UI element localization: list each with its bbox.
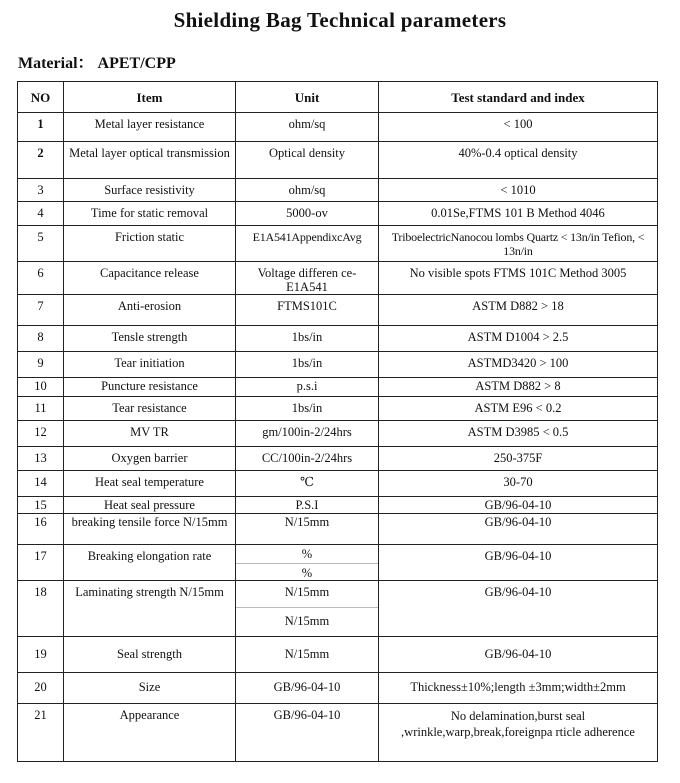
row-unit: gm/100in-2/24hrs xyxy=(236,421,379,447)
row-no: 21 xyxy=(18,704,64,762)
material-value: APET/CPP xyxy=(97,55,176,72)
material-line xyxy=(18,50,180,73)
row-standard: TriboelectricNanocou lombs Quartz < 13n/in Tefion, < 13n/in xyxy=(379,226,658,262)
row-item: Capacitance release xyxy=(64,262,236,295)
row-item: Anti-erosion xyxy=(64,295,236,326)
row-no: 4 xyxy=(18,202,64,226)
row-unit: N/15mm xyxy=(236,514,379,545)
header-item: Item xyxy=(64,82,236,113)
row-no: 10 xyxy=(18,378,64,397)
row-standard: No visible spots FTMS 101C Method 3005 xyxy=(379,262,658,295)
row-unit: ohm/sq xyxy=(236,113,379,142)
row-unit: FTMS101C xyxy=(236,295,379,326)
row-no: 6 xyxy=(18,262,64,295)
row-unit: GB/96-04-10 xyxy=(236,704,379,762)
row-no: 14 xyxy=(18,471,64,497)
table-row xyxy=(18,179,658,202)
row-no: 20 xyxy=(18,673,64,704)
row-item: Laminating strength N/15mm xyxy=(64,581,236,637)
row-no: 5 xyxy=(18,226,64,262)
table-row xyxy=(18,447,658,471)
material-label: Material： xyxy=(18,55,94,72)
page-title: Shielding Bag Technical parameters xyxy=(173,8,507,32)
row-standard: ASTM D882 > 8 xyxy=(379,378,658,397)
row-item: Seal strength xyxy=(64,637,236,673)
table-row xyxy=(18,421,658,447)
row-standard: ASTM E96 < 0.2 xyxy=(379,397,658,421)
row-item: Heat seal pressure xyxy=(64,497,236,514)
row-standard: < 1010 xyxy=(379,179,658,202)
table-row xyxy=(18,704,658,762)
row-unit: N/15mm xyxy=(284,585,330,599)
row-standard: GB/96-04-10 xyxy=(379,637,658,673)
row-standard: GB/96-04-10 xyxy=(379,497,658,514)
table-header-row xyxy=(18,82,658,113)
row-unit: P.S.I xyxy=(236,497,379,514)
row-item: Oxygen barrier xyxy=(64,447,236,471)
table-row xyxy=(18,226,658,262)
row-item: MV TR xyxy=(64,421,236,447)
row-unit: ohm/sq xyxy=(236,179,379,202)
table-row xyxy=(18,514,658,545)
row-unit: Optical density xyxy=(236,142,379,179)
table-row xyxy=(18,262,658,295)
row-item: Metal layer optical transmission xyxy=(64,142,236,179)
table-row xyxy=(18,397,658,421)
row-standard: GB/96-04-10 xyxy=(379,514,658,545)
row-standard: 0.01Se,FTMS 101 B Method 4046 xyxy=(379,202,658,226)
row-unit: CC/100in-2/24hrs xyxy=(236,447,379,471)
row-no: 15 xyxy=(18,497,64,514)
row-no: 2 xyxy=(18,142,64,179)
row-unit: 1bs/in xyxy=(236,397,379,421)
row-no: 7 xyxy=(18,295,64,326)
row-unit: Voltage differen ce-E1A541 xyxy=(236,262,379,295)
table-row xyxy=(18,581,658,637)
row-no: 13 xyxy=(18,447,64,471)
row-unit: ℃ xyxy=(236,471,379,497)
row-item: Surface resistivity xyxy=(64,179,236,202)
row-standard: 40%-0.4 optical density xyxy=(379,142,658,179)
row-no: 16 xyxy=(18,514,64,545)
row-standard: No delamination,burst seal ,wrinkle,warp,break,foreignpa rticle adherence xyxy=(379,704,658,762)
row-item: Tensle strength xyxy=(64,326,236,352)
row-no: 9 xyxy=(18,352,64,378)
row-no: 8 xyxy=(18,326,64,352)
row-standard: GB/96-04-10 xyxy=(379,545,658,581)
row-no: 17 xyxy=(18,545,64,581)
row-item: breaking tensile force N/15mm xyxy=(64,514,236,545)
row-unit-secondary: % xyxy=(236,563,378,580)
parameters-table xyxy=(17,81,658,762)
row-unit: GB/96-04-10 xyxy=(236,673,379,704)
table-row xyxy=(18,673,658,704)
row-no: 18 xyxy=(18,581,64,637)
row-standard: ASTM D3985 < 0.5 xyxy=(379,421,658,447)
row-item: Puncture resistance xyxy=(64,378,236,397)
table-row xyxy=(18,378,658,397)
row-standard: ASTM D882 > 18 xyxy=(379,295,658,326)
table-row xyxy=(18,352,658,378)
row-item: Tear resistance xyxy=(64,397,236,421)
row-item: Tear initiation xyxy=(64,352,236,378)
row-unit-secondary: N/15mm xyxy=(236,607,378,636)
table-row xyxy=(18,295,658,326)
row-unit: p.s.i xyxy=(236,378,379,397)
row-standard: ASTMD3420 > 100 xyxy=(379,352,658,378)
row-item: Heat seal temperature xyxy=(64,471,236,497)
row-item: Friction static xyxy=(64,226,236,262)
row-unit: 1bs/in xyxy=(236,326,379,352)
row-standard: GB/96-04-10 xyxy=(379,581,658,637)
row-unit: N/15mm xyxy=(236,637,379,673)
row-unit: % xyxy=(301,547,313,561)
header-no: NO xyxy=(18,82,64,113)
row-item: Appearance xyxy=(64,704,236,762)
table-row xyxy=(18,202,658,226)
row-unit-cell xyxy=(236,581,379,637)
table-row xyxy=(18,326,658,352)
row-unit: E1A541AppendixcAvg xyxy=(236,226,379,262)
row-unit: 5000-ov xyxy=(236,202,379,226)
row-no: 11 xyxy=(18,397,64,421)
row-standard: Thickness±10%;length ±3mm;width±2mm xyxy=(379,673,658,704)
header-unit: Unit xyxy=(236,82,379,113)
row-item: Breaking elongation rate xyxy=(64,545,236,581)
row-standard: 250-375F xyxy=(379,447,658,471)
table-row xyxy=(18,471,658,497)
table-row xyxy=(18,142,658,179)
row-no: 3 xyxy=(18,179,64,202)
table-row xyxy=(18,497,658,514)
row-item: Size xyxy=(64,673,236,704)
header-standard: Test standard and index xyxy=(379,82,658,113)
table-row xyxy=(18,113,658,142)
row-no: 19 xyxy=(18,637,64,673)
row-unit: 1bs/in xyxy=(236,352,379,378)
row-standard: 30-70 xyxy=(379,471,658,497)
row-item: Metal layer resistance xyxy=(64,113,236,142)
row-item: Time for static removal xyxy=(64,202,236,226)
table-row xyxy=(18,545,658,581)
row-no: 1 xyxy=(18,113,64,142)
row-standard: ASTM D1004 > 2.5 xyxy=(379,326,658,352)
row-standard: < 100 xyxy=(379,113,658,142)
table-row xyxy=(18,637,658,673)
row-no: 12 xyxy=(18,421,64,447)
row-unit-cell xyxy=(236,545,379,581)
